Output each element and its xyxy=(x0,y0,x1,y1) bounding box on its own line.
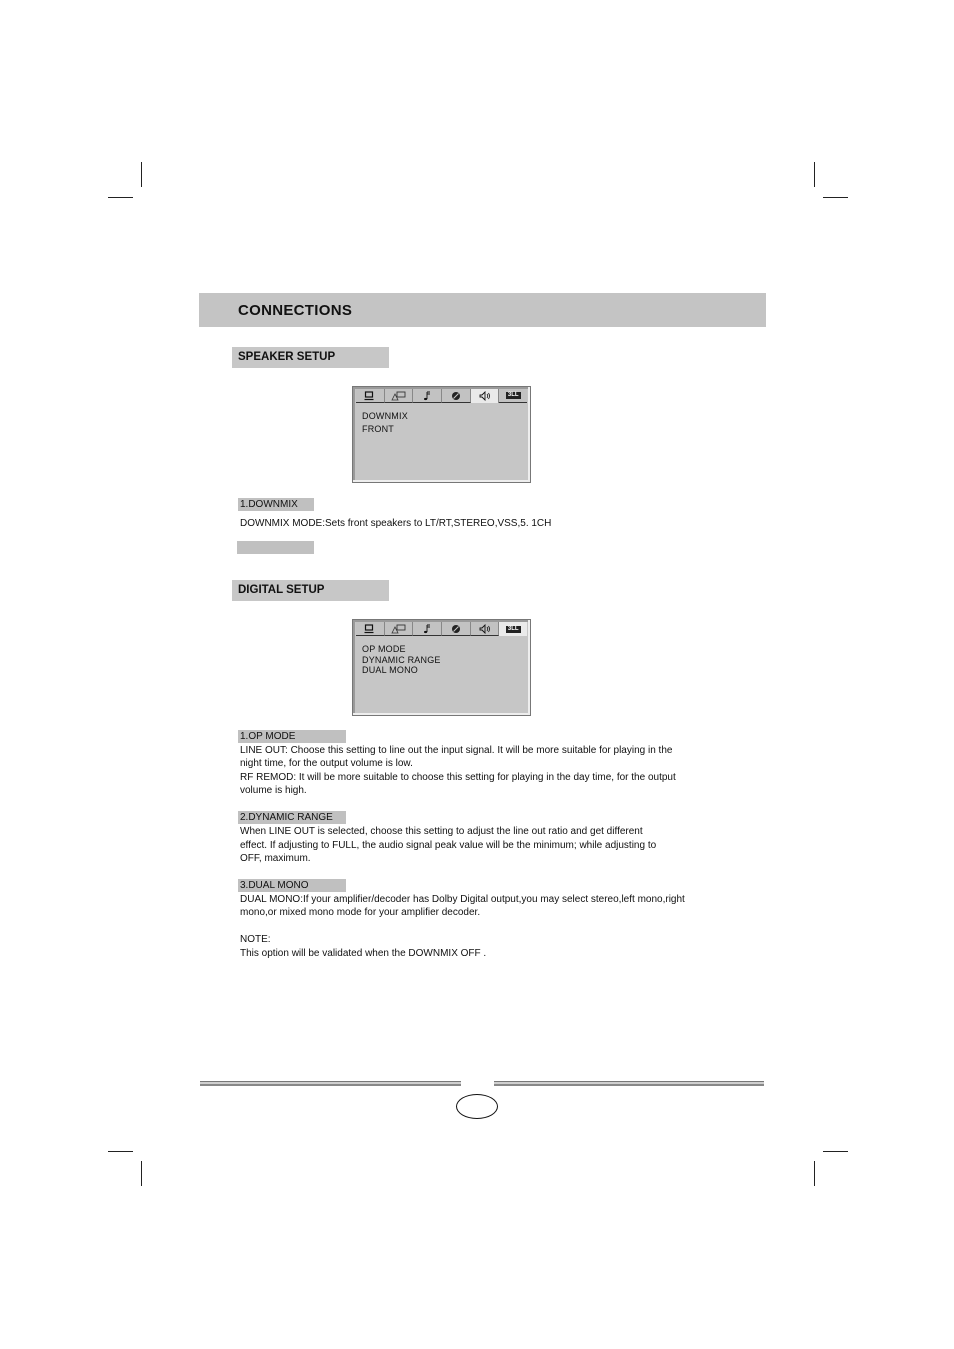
note-title: NOTE: xyxy=(240,934,271,945)
dynamic-range-label: 2.DYNAMIC RANGE xyxy=(238,811,346,824)
monitor-icon[interactable] xyxy=(356,389,385,403)
dynamic-range-line: When LINE OUT is selected, choose this setting to adjust the line out ratio and get different xyxy=(240,826,643,837)
op-mode-line: LINE OUT: Choose this setting to line out the input signal. It will be more suitable for playing in the xyxy=(240,745,673,756)
footer-rule-right xyxy=(494,1081,764,1086)
digital-setup-menu-screen xyxy=(352,619,531,716)
menu-item[interactable]: DOWNMIX xyxy=(362,411,408,421)
picture-icon[interactable] xyxy=(385,622,414,636)
dual-mono-line: mono,or mixed mono mode for your amplifier decoder. xyxy=(240,907,481,918)
crop-mark xyxy=(141,162,142,187)
crop-mark xyxy=(108,197,133,198)
page-number-oval xyxy=(456,1094,498,1119)
crop-mark xyxy=(814,162,815,187)
page-title: CONNECTIONS xyxy=(238,302,353,319)
digital-icon[interactable]: 3LL xyxy=(499,622,527,636)
downmix-label: 1.DOWNMIX xyxy=(238,498,314,511)
menu-tabs xyxy=(356,389,527,403)
picture-icon[interactable] xyxy=(385,389,414,403)
blank-label-bar xyxy=(237,541,314,554)
section-digital-setup: DIGITAL SETUP xyxy=(232,580,389,601)
note-text: This option will be validated when the DOWNMIX OFF . xyxy=(240,948,487,959)
color-disc-icon[interactable] xyxy=(442,622,471,636)
speaker-setup-menu-screen xyxy=(352,386,531,483)
crop-mark xyxy=(823,197,848,198)
crop-mark xyxy=(823,1151,848,1152)
downmix-description: DOWNMIX MODE:Sets front speakers to LT/RT,STEREO,VSS,5. 1CH xyxy=(240,518,552,529)
page-header xyxy=(199,293,766,327)
op-mode-line: RF REMOD: It will be more suitable to choose this setting for playing in the day time, for the output xyxy=(240,772,676,783)
dynamic-range-line: effect. If adjusting to FULL, the audio signal peak value will be the minimum; while adjusting to xyxy=(240,840,657,851)
dual-mono-line: DUAL MONO:If your amplifier/decoder has Dolby Digital output,you may select stereo,left mono,right xyxy=(240,894,685,905)
dynamic-range-line: OFF, maximum. xyxy=(240,853,311,864)
crop-mark xyxy=(814,1161,815,1186)
monitor-icon[interactable] xyxy=(356,622,385,636)
section-speaker-setup: SPEAKER SETUP xyxy=(232,347,389,368)
music-note-icon[interactable] xyxy=(413,622,442,636)
digital-icon[interactable]: 3LL xyxy=(499,389,527,403)
footer-rule-left xyxy=(200,1081,461,1086)
speaker-icon[interactable] xyxy=(471,622,500,636)
music-note-icon[interactable] xyxy=(413,389,442,403)
menu-tabs xyxy=(356,622,527,636)
op-mode-label: 1.OP MODE xyxy=(238,730,346,743)
op-mode-line: night time, for the output volume is low. xyxy=(240,758,413,769)
menu-item[interactable]: DUAL MONO xyxy=(362,665,418,675)
menu-item[interactable]: FRONT xyxy=(362,424,394,434)
op-mode-line: volume is high. xyxy=(240,785,307,796)
color-disc-icon[interactable] xyxy=(442,389,471,403)
menu-item[interactable]: DYNAMIC RANGE xyxy=(362,655,441,665)
dual-mono-label: 3.DUAL MONO xyxy=(238,879,346,892)
crop-mark xyxy=(108,1151,133,1152)
crop-mark xyxy=(141,1161,142,1186)
menu-item[interactable]: OP MODE xyxy=(362,644,406,654)
speaker-icon[interactable] xyxy=(471,389,500,403)
